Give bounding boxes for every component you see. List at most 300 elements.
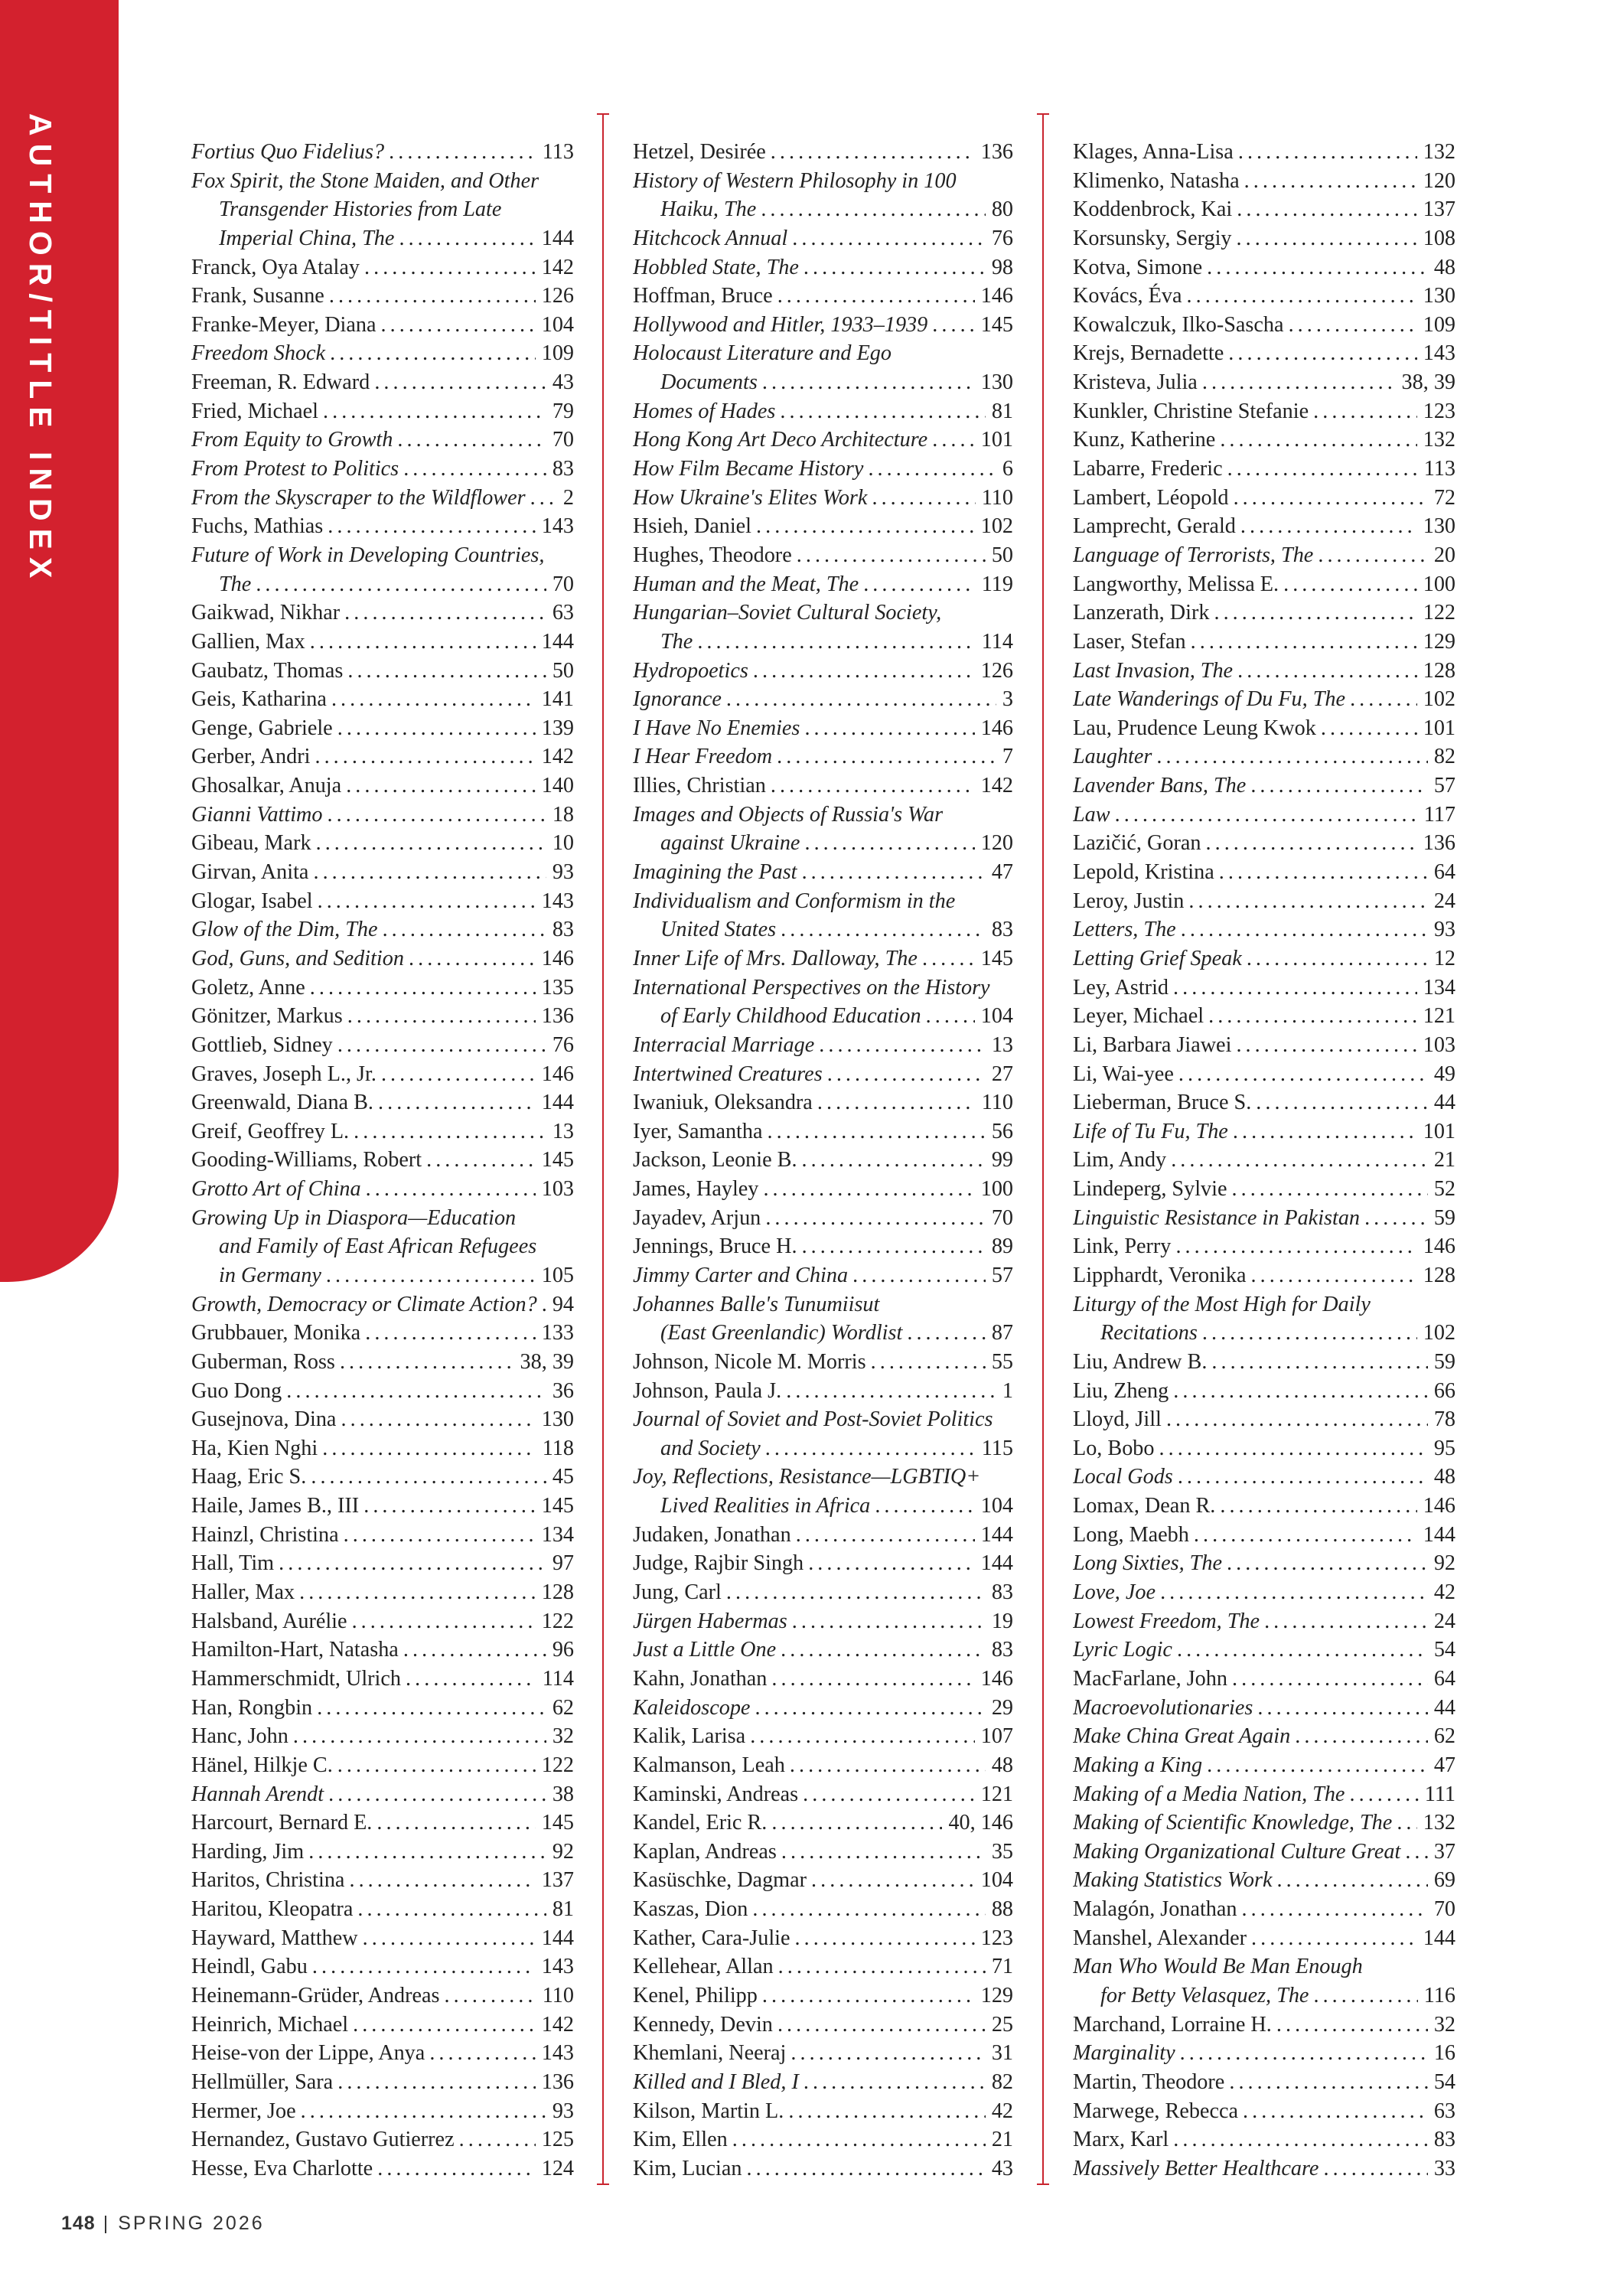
entry-title: Girvan, Anita . . . [191,858,574,887]
index-entry [633,282,1013,311]
entry-title: Jackson, Leonie B. . . . [633,1146,1013,1175]
entry-page-number: 16 [1428,2039,1455,2068]
index-entry [1073,1808,1455,1838]
entry-page-number: 146 [975,1665,1013,1694]
entry-title: Hainzl, Christina . . . [191,1521,574,1550]
entry-title: Making a King . . . [1073,1751,1455,1780]
entry-page-number: 142 [536,2011,574,2040]
index-entry [1073,685,1455,714]
entry-title: Long, Maebh . . . [1073,1521,1455,1550]
entry-page-number: 93 [546,858,574,887]
entry-title: International Perspectives on the History [633,975,990,1000]
entry-title: How Film Became History . . . [633,455,1013,484]
entry-page-number: 93 [546,2097,574,2126]
entry-title: Journal of Soviet and Post-Soviet Politics [633,1407,993,1432]
index-entry [191,1290,574,1319]
entry-page-number: 92 [1428,1549,1455,1578]
entry-page-number: 144 [536,1088,574,1117]
section-tab-title: AUTHOR/TITLE INDEX [23,113,58,586]
entry-title: Ley, Astrid . . . [1073,974,1455,1003]
index-entry [633,2125,1013,2154]
entry-title: Gooding-Williams, Robert . . . [191,1146,574,1175]
entry-title: Haag, Eric S. . . . [191,1463,574,1492]
entry-title: Joy, Reflections, Resistance—LGBTIQ+ [633,1465,981,1489]
index-entry [191,339,574,368]
entry-page-number: 12 [1428,944,1455,974]
index-entry [191,714,574,743]
entry-title: Hydropoetics . . . [633,657,1013,686]
entry-title: Letting Grief Speak . . . [1073,944,1455,974]
entry-page-number: 126 [536,282,574,311]
entry-page-number: 144 [536,1924,574,1953]
entry-title: Heinemann-Grüder, Andreas . . . [191,1981,574,2011]
index-entry [191,1002,574,1031]
index-entry [633,1838,1013,1867]
index-entry [191,282,574,311]
entry-title: Martin, Theodore . . . [1073,2068,1455,2097]
entry-page-number: 95 [1428,1434,1455,1463]
entry-page-number: 103 [536,1175,574,1204]
entry-title: Greenwald, Diana B. . . . [191,1088,574,1117]
entry-page-number: 120 [975,829,1013,858]
entry-title: against Ukraine . . . [660,829,1013,858]
entry-title: Li, Wai-yee . . . [1073,1060,1455,1089]
entry-page-number: 110 [536,1981,574,2011]
entry-title: Langworthy, Melissa E. . . . [1073,570,1455,599]
index-entry [633,771,1013,801]
index-entry [1073,426,1455,455]
entry-title: Lieberman, Bruce S. . . . [1073,1088,1455,1117]
entry-page-number: 144 [536,224,574,253]
entry-title: Kalmanson, Leah . . . [633,1751,1013,1780]
index-column-2 [633,138,1013,2183]
entry-title: Imagining the Past . . . [633,858,1013,887]
entry-page-number: 47 [1428,1751,1455,1780]
entry-title: Liturgy of the Most High for Daily [1073,1292,1371,1316]
entry-page-number: 88 [986,1895,1013,1924]
entry-page-number: 111 [1419,1780,1455,1809]
index-entry [633,628,1013,657]
entry-page-number: 128 [1417,1261,1455,1290]
entry-title: Marx, Karl . . . [1073,2125,1455,2154]
entry-title: Last Invasion, The . . . [1073,657,1455,686]
index-entry [191,1549,574,1578]
entry-page-number: 97 [546,1549,574,1578]
entry-page-number: 19 [986,1607,1013,1636]
index-entry [633,138,1013,167]
index-entry [1073,1002,1455,1031]
entry-page-number: 115 [976,1434,1013,1463]
entry-title: Haile, James B., III . . . [191,1492,574,1521]
entry-title: Laughter . . . [1073,742,1455,771]
entry-page-number: 107 [975,1722,1013,1751]
index-entry [191,1808,574,1838]
index-entry [1073,714,1455,743]
entry-page-number: 40, 146 [942,1808,1013,1838]
entry-page-number: 109 [536,339,574,368]
entry-page-number: 24 [1428,887,1455,916]
entry-page-number: 109 [1417,311,1455,340]
index-entry [191,1348,574,1377]
index-entry [191,1722,574,1751]
entry-page-number: 120 [1417,167,1455,196]
entry-page-number: 10 [546,829,574,858]
entry-title: Jung, Carl . . . [633,1578,1013,1607]
entry-page-number: 136 [536,2068,574,2097]
index-entry [191,1319,574,1348]
entry-title: Iwaniuk, Oleksandra . . . [633,1088,1013,1117]
entry-title: History of Western Philosophy in 100 [633,168,957,193]
index-entry [191,541,574,570]
entry-page-number: 38, 39 [514,1348,574,1377]
entry-title: Homes of Hades . . . [633,397,1013,426]
index-entry [191,1636,574,1665]
entry-title: Han, Rongbin . . . [191,1694,574,1723]
entry-title: Interracial Marriage . . . [633,1031,1013,1060]
entry-title: Jayadev, Arjun . . . [633,1204,1013,1233]
entry-title: Documents . . . [660,368,1013,397]
entry-title: Johnson, Paula J. . . . [633,1377,1013,1406]
entry-page-number: 145 [536,1146,574,1175]
entry-title: Kilson, Martin L. . . . [633,2097,1013,2126]
entry-page-number: 37 [1428,1838,1455,1867]
index-entry [633,1751,1013,1780]
index-entry [1073,2011,1455,2040]
index-entry [1073,1866,1455,1895]
entry-page-number: 144 [1417,1924,1455,1953]
index-entry [191,1204,574,1233]
entry-title: Kim, Ellen . . . [633,2125,1013,2154]
index-entry [633,195,1013,224]
index-entry [633,801,1013,830]
index-column-1 [191,138,574,2183]
entry-page-number: 70 [546,426,574,455]
index-entry [1073,742,1455,771]
index-entry [633,1607,1013,1636]
entry-page-number: 96 [546,1636,574,1665]
entry-title: Marginality . . . [1073,2039,1455,2068]
entry-page-number: 143 [536,1952,574,1981]
entry-page-number: 144 [536,628,574,657]
entry-title: Ha, Kien Nghi . . . [191,1434,574,1463]
index-entry [191,570,574,599]
entry-page-number: 93 [1428,915,1455,944]
entry-page-number: 43 [986,2154,1013,2183]
index-entry [633,1232,1013,1261]
entry-title: Hong Kong Art Deco Architecture . . . [633,426,1013,455]
index-entry [1073,1751,1455,1780]
entry-page-number: 38, 39 [1396,368,1455,397]
index-entry [633,657,1013,686]
index-entry [191,1521,574,1550]
entry-page-number: 104 [975,1002,1013,1031]
entry-page-number: 146 [536,1060,574,1089]
entry-title: Guberman, Ross . . . [191,1348,574,1377]
entry-title: Kunkler, Christine Stefanie . . . [1073,397,1455,426]
index-entry [633,887,1013,916]
entry-page-number: 98 [986,253,1013,282]
index-entry [633,541,1013,570]
entry-page-number: 83 [1428,2125,1455,2154]
entry-title: Franck, Oya Atalay . . . [191,253,574,282]
index-entry [191,2011,574,2040]
entry-title: Hermer, Joe . . . [191,2097,574,2126]
index-entry [1073,944,1455,974]
entry-page-number: 118 [536,1434,574,1463]
entry-page-number: 6 [996,455,1013,484]
entry-page-number: 80 [986,195,1013,224]
entry-title: Kaszas, Dion . . . [633,1895,1013,1924]
index-entry [633,858,1013,887]
entry-title: Harcourt, Bernard E. . . . [191,1808,574,1838]
entry-page-number: 101 [1417,714,1455,743]
index-entry [633,1866,1013,1895]
entry-page-number: 35 [986,1838,1013,1867]
entry-page-number: 121 [975,1780,1013,1809]
entry-page-number: 128 [536,1578,574,1607]
entry-page-number: 122 [536,1607,574,1636]
entry-page-number: 146 [975,714,1013,743]
column-divider [1042,113,1044,2185]
entry-title: Leyer, Michael . . . [1073,1002,1455,1031]
entry-title: Lanzerath, Dirk . . . [1073,598,1455,628]
page-number: 148 [61,2213,96,2234]
index-entry [191,1578,574,1607]
index-entry [191,598,574,628]
index-entry [191,2097,574,2126]
entry-page-number: 7 [996,742,1013,771]
entry-title: Freeman, R. Edward . . . [191,368,574,397]
entry-title: Hesse, Eva Charlotte . . . [191,2154,574,2183]
entry-title: Lepold, Kristina . . . [1073,858,1455,887]
entry-title: Kellehear, Allan . . . [633,1952,1013,1981]
index-entry [633,1290,1013,1319]
entry-title: Lipphardt, Veronika . . . [1073,1261,1455,1290]
index-entry [191,1146,574,1175]
index-entry [1073,1175,1455,1204]
entry-page-number: 104 [975,1866,1013,1895]
entry-title: Hitchcock Annual . . . [633,224,1013,253]
index-entry [191,1665,574,1694]
entry-page-number: 72 [1428,484,1455,513]
entry-title: Hsieh, Daniel . . . [633,512,1013,541]
entry-title: Hamilton-Hart, Natasha . . . [191,1636,574,1665]
entry-page-number: 100 [1417,570,1455,599]
entry-title: of Early Childhood Education . . . [660,1002,1013,1031]
entry-title: Individualism and Conformism in the [633,889,956,913]
entry-page-number: 33 [1428,2154,1455,2183]
entry-title: Lazičić, Goran . . . [1073,829,1455,858]
index-entry [1073,1722,1455,1751]
entry-page-number: 137 [1417,195,1455,224]
index-entry [1073,1549,1455,1578]
entry-title: Gaubatz, Thomas . . . [191,657,574,686]
entry-title: Haritos, Christina . . . [191,1866,574,1895]
index-entry [633,339,1013,368]
entry-title: Harding, Jim . . . [191,1838,574,1867]
index-entry [633,598,1013,628]
entry-page-number: 116 [1418,1981,1455,2011]
entry-page-number: 99 [986,1146,1013,1175]
entry-page-number: 81 [986,397,1013,426]
entry-title: Illies, Christian . . . [633,771,1013,801]
index-entry [1073,829,1455,858]
section-tab [0,0,119,1282]
entry-page-number: 132 [1417,426,1455,455]
entry-page-number: 2 [557,484,574,513]
entry-page-number: 143 [1417,339,1455,368]
entry-page-number: 125 [536,2125,574,2154]
index-entry [1073,541,1455,570]
index-entry [191,1981,574,2011]
index-entry [191,1952,574,1981]
entry-page-number: 71 [986,1952,1013,1981]
entry-page-number: 110 [976,1088,1013,1117]
entry-page-number: 108 [1417,224,1455,253]
entry-page-number: 132 [1417,1808,1455,1838]
index-entry [633,512,1013,541]
index-entry [191,2068,574,2097]
entry-page-number: 56 [986,1117,1013,1146]
entry-page-number: 83 [546,455,574,484]
footer-separator: | [103,2213,111,2234]
entry-title: Kather, Cara-Julie . . . [633,1924,1013,1953]
entry-title: Growth, Democracy or Climate Action? . . . [191,1290,574,1319]
entry-title: Kaleidoscope . . . [633,1694,1013,1723]
entry-page-number: 32 [546,1722,574,1751]
entry-title: Laser, Stefan . . . [1073,628,1455,657]
index-entry [1073,801,1455,830]
entry-page-number: 78 [1428,1405,1455,1434]
entry-page-number: 18 [546,801,574,830]
entry-page-number: 104 [536,311,574,340]
entry-page-number: 110 [976,484,1013,513]
index-entry [191,512,574,541]
entry-page-number: 141 [536,685,574,714]
entry-title: Hannah Arendt . . . [191,1780,574,1809]
index-entry [191,1232,574,1261]
index-entry [191,1607,574,1636]
entry-page-number: 83 [986,1636,1013,1665]
entry-page-number: 43 [546,368,574,397]
index-entry [633,311,1013,340]
entry-title: Marwege, Rebecca . . . [1073,2097,1455,2126]
entry-title: Lyric Logic . . . [1073,1636,1455,1665]
index-entry [633,1780,1013,1809]
entry-title: Making Statistics Work . . . [1073,1866,1455,1895]
entry-page-number: 145 [975,944,1013,974]
entry-page-number: 70 [986,1204,1013,1233]
entry-title: Grotto Art of China . . . [191,1175,574,1204]
entry-title: Ignorance . . . [633,685,1013,714]
index-entry [191,1405,574,1434]
entry-page-number: 83 [986,915,1013,944]
entry-title: Recitations . . . [1100,1319,1455,1348]
entry-title: Future of Work in Developing Countries, [191,543,545,567]
entry-title: Kenel, Philipp . . . [633,1981,1013,2011]
index-entry [191,974,574,1003]
index-entry [633,224,1013,253]
entry-page-number: 146 [1417,1492,1455,1521]
index-entry [633,1319,1013,1348]
index-entry [1073,311,1455,340]
entry-title: God, Guns, and Sedition . . . [191,944,574,974]
index-entry [633,2039,1013,2068]
entry-page-number: 114 [536,1665,574,1694]
entry-title: Krejs, Bernadette . . . [1073,339,1455,368]
entry-page-number: 92 [546,1838,574,1867]
entry-page-number: 55 [986,1348,1013,1377]
entry-title: Hänel, Hilkje C. . . . [191,1751,574,1780]
entry-title: (East Greenlandic) Wordlist . . . [660,1319,1013,1348]
entry-page-number: 126 [975,657,1013,686]
index-entry [1073,974,1455,1003]
entry-page-number: 142 [536,742,574,771]
index-entry [633,974,1013,1003]
index-entry [633,1434,1013,1463]
entry-title: Jürgen Habermas . . . [633,1607,1013,1636]
index-entry [633,1405,1013,1434]
entry-title: Judge, Rajbir Singh . . . [633,1549,1013,1578]
entry-title: Kaplan, Andreas . . . [633,1838,1013,1867]
entry-page-number: 142 [536,253,574,282]
index-entry [633,1261,1013,1290]
entry-title: I Hear Freedom . . . [633,742,1013,771]
entry-page-number: 129 [975,1981,1013,2011]
index-entry [191,455,574,484]
entry-title: Lim, Andy . . . [1073,1146,1455,1175]
entry-page-number: 132 [1417,138,1455,167]
index-entry [633,1895,1013,1924]
index-entry [191,915,574,944]
index-entry [1073,1636,1455,1665]
entry-page-number: 57 [986,1261,1013,1290]
index-entry [633,1060,1013,1089]
index-entry [191,1031,574,1060]
column-divider [602,113,604,2185]
index-entry [191,829,574,858]
index-entry [1073,1952,1455,1981]
entry-title: Massively Better Healthcare . . . [1073,2154,1455,2183]
entry-page-number: 143 [536,512,574,541]
index-entry [191,1434,574,1463]
entry-page-number: 143 [536,887,574,916]
index-entry [191,1492,574,1521]
entry-title: Killed and I Bled, I . . . [633,2068,1013,2097]
index-entry [191,138,574,167]
entry-title: Glow of the Dim, The . . . [191,915,574,944]
entry-title: Law . . . [1073,801,1455,830]
entry-title: Hammerschmidt, Ulrich . . . [191,1665,574,1694]
index-entry [633,1694,1013,1723]
entry-title: Freedom Shock . . . [191,339,574,368]
index-entry [191,1377,574,1406]
entry-page-number: 114 [976,628,1013,657]
entry-page-number: 36 [546,1377,574,1406]
entry-page-number: 76 [986,224,1013,253]
index-entry [633,1952,1013,1981]
entry-page-number: 113 [536,138,574,167]
entry-title: How Ukraine's Elites Work . . . [633,484,1013,513]
index-entry [1073,1377,1455,1406]
entry-page-number: 94 [546,1290,574,1319]
entry-title: Johnson, Nicole M. Morris . . . [633,1348,1013,1377]
index-entry [633,1146,1013,1175]
entry-page-number: 133 [536,1319,574,1348]
index-entry [633,944,1013,974]
entry-page-number: 52 [1428,1175,1455,1204]
index-entry [1073,858,1455,887]
